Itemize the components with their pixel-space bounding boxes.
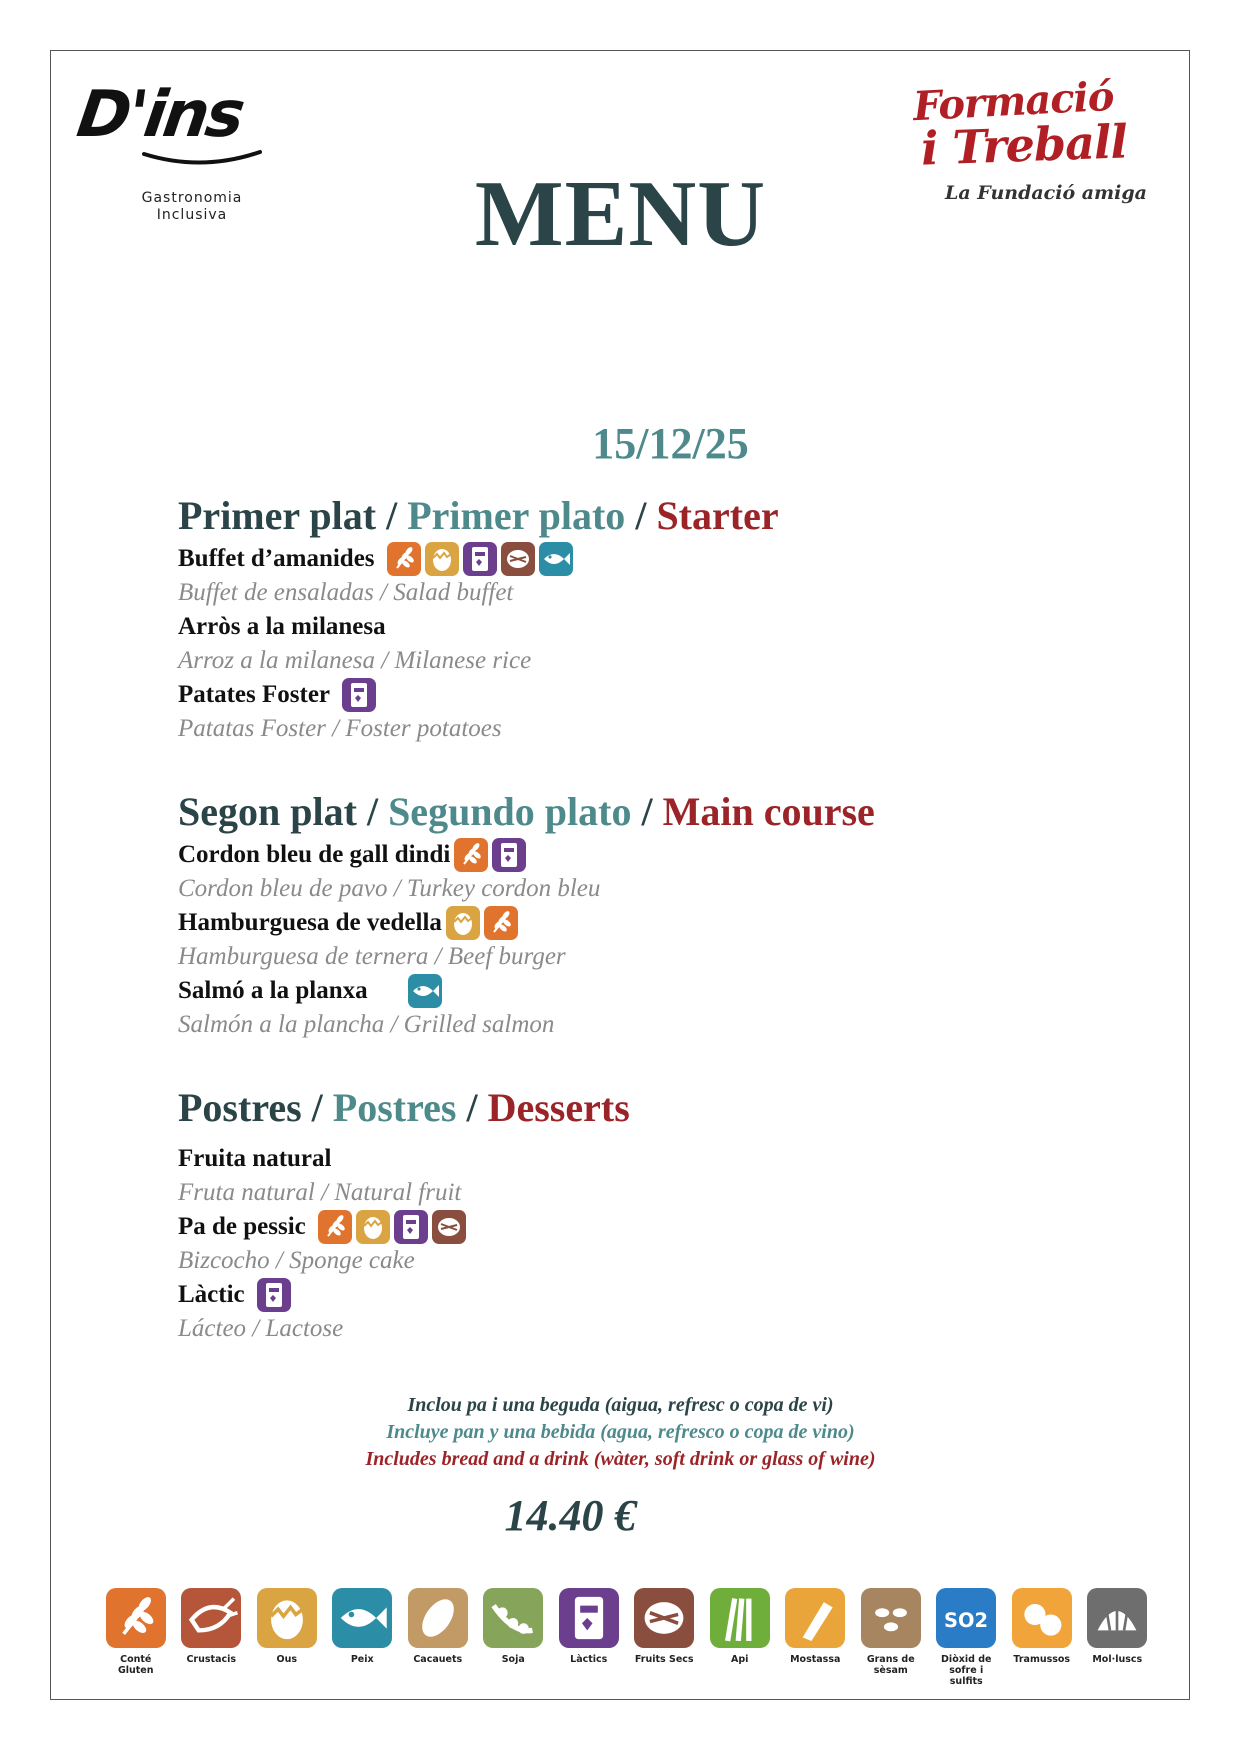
dish-name-text: Làctic: [178, 1281, 245, 1308]
dish-name-text: Fruita natural: [178, 1145, 332, 1172]
nuts-icon: [432, 1210, 466, 1244]
legend-label: Grans de sèsam: [866, 1654, 915, 1676]
logo-tagline: La Fundació amiga: [945, 182, 1147, 204]
molluscs-icon: [1087, 1588, 1147, 1648]
allergen-icons: [318, 1210, 466, 1244]
nuts-icon: [501, 542, 535, 576]
dish-name: [178, 906, 1078, 940]
legend-label: Tramussos: [1013, 1654, 1071, 1665]
dish-translation: Hamburguesa de ternera / Beef burger: [178, 943, 566, 970]
svg-text:SO2: SO2: [944, 1608, 989, 1632]
heading-es: Postres: [332, 1085, 457, 1130]
allergen-icons: [257, 1278, 291, 1312]
dairy-icon: [257, 1278, 291, 1312]
dish-translation: Arroz a la milanesa / Milanese rice: [178, 647, 532, 674]
dish-name-text: Cordon bleu de gall dindi: [178, 841, 451, 868]
dish-name-text: Salmó a la planxa: [178, 977, 368, 1004]
dairy-icon: [559, 1588, 619, 1648]
legend-label: Conté Gluten: [117, 1654, 154, 1676]
menu-section: [178, 1082, 1078, 1346]
dish-translation: Salmón a la plancha / Grilled salmon: [178, 1011, 555, 1038]
legend-label: Mol·luscs: [1092, 1654, 1143, 1665]
section-heading: [178, 1082, 1078, 1134]
legend-item: [174, 1588, 250, 1687]
dish-name: [178, 1210, 1078, 1244]
dairy-icon: [394, 1210, 428, 1244]
heading-ca: Primer plat: [178, 493, 377, 538]
legend-item: [929, 1588, 1005, 1687]
allergen-icons: [454, 838, 526, 872]
menu-date: 15/12/25: [592, 419, 749, 468]
legend-item: [400, 1588, 476, 1687]
menu-content: [178, 490, 1078, 1346]
heading-separator: /: [456, 1085, 488, 1130]
dairy-icon: [342, 678, 376, 712]
nuts-icon: [634, 1588, 694, 1648]
legend-item: [1004, 1588, 1080, 1687]
legend-item: [627, 1588, 703, 1687]
legend-item: [778, 1588, 854, 1687]
legend-label: Crustacis: [186, 1654, 237, 1665]
dish-name-text: Patates Foster: [178, 681, 331, 708]
dish-name-text: Pa de pessic: [178, 1213, 306, 1240]
soy-icon: [483, 1588, 543, 1648]
sesame-icon: [861, 1588, 921, 1648]
dish-name: [178, 1278, 1078, 1312]
heading-separator: /: [376, 493, 408, 538]
heading-ca: Postres: [178, 1085, 302, 1130]
dish-name: [178, 542, 1078, 576]
dish-name: [178, 838, 1078, 872]
fish-icon: [332, 1588, 392, 1648]
allergen-icons: [387, 542, 573, 576]
heading-separator: /: [631, 789, 663, 834]
dish-name: [178, 678, 1078, 712]
peanuts-icon: [408, 1588, 468, 1648]
dish-name-text: Hamburguesa de vedella: [178, 909, 442, 936]
heading-separator: /: [356, 789, 389, 834]
dish-translation: Patatas Foster / Foster potatoes: [178, 715, 502, 742]
includes-es: Incluye pan y una bebida (agua, refresco o copa de vino): [386, 1421, 855, 1443]
dish-translation: Fruta natural / Natural fruit: [178, 1179, 462, 1206]
dish-name: [178, 1142, 1078, 1176]
section-heading: [178, 490, 1078, 542]
gluten-icon: [106, 1588, 166, 1648]
heading-separator: /: [301, 1085, 333, 1130]
allergen-icons: [342, 678, 376, 712]
dish-name: [178, 610, 1078, 644]
legend-label: Diòxid de sofre i sulfits: [941, 1654, 992, 1687]
eggs-icon: [425, 542, 459, 576]
legend-label: Peix: [350, 1654, 374, 1665]
legend-item: [476, 1588, 552, 1687]
dairy-icon: [492, 838, 526, 872]
legend-label: Soja: [501, 1654, 525, 1665]
legend-label: Cacauets: [413, 1654, 463, 1665]
allergen-icons: [408, 974, 442, 1008]
dish-translation: Lácteo / Lactose: [178, 1315, 344, 1342]
heading-es: Primer plato: [407, 493, 626, 538]
eggs-icon: [257, 1588, 317, 1648]
dins-subtitle-line-2: Inclusiva: [156, 207, 228, 223]
gluten-icon: [484, 906, 518, 940]
legend-item: [551, 1588, 627, 1687]
logo-line-formacio: Formació: [911, 72, 1115, 131]
legend-item: [325, 1588, 401, 1687]
heading-en: Starter: [656, 493, 779, 538]
includes-note: [0, 1392, 1241, 1473]
dish-translation: Cordon bleu de pavo / Turkey cordon bleu: [178, 875, 601, 902]
legend-item: [1080, 1588, 1156, 1687]
celery-icon: [710, 1588, 770, 1648]
legend-item: [702, 1588, 778, 1687]
dish-translation: Buffet de ensaladas / Salad buffet: [178, 579, 514, 606]
legend-label: Mostassa: [790, 1654, 841, 1665]
gluten-icon: [387, 542, 421, 576]
lupin-icon: [1012, 1588, 1072, 1648]
eggs-icon: [446, 906, 480, 940]
crustaceans-icon: [181, 1588, 241, 1648]
sulphites-icon: [936, 1588, 996, 1648]
page-title: MENU: [474, 162, 767, 266]
dish-name-text: Buffet d’amanides: [178, 545, 375, 572]
menu-section: [178, 490, 1078, 746]
heading-separator: /: [625, 493, 657, 538]
dish-name-text: Arròs a la milanesa: [178, 613, 386, 640]
menu-price: 14.40 €: [504, 1491, 637, 1540]
includes-en: Includes bread and a drink (wàter, soft drink or glass of wine): [365, 1448, 876, 1470]
legend-item: [249, 1588, 325, 1687]
legend-label: Ous: [276, 1654, 297, 1665]
logo-line-treball: i Treball: [920, 114, 1128, 176]
legend-label: Làctics: [570, 1654, 608, 1665]
dins-logo-word: D'ins: [72, 78, 247, 152]
allergen-legend: [98, 1588, 1158, 1687]
heading-ca: Segon plat: [178, 789, 357, 834]
heading-es: Segundo plato: [388, 789, 632, 834]
menu-section: [178, 786, 1078, 1042]
heading-en: Main course: [662, 789, 875, 834]
fish-icon: [539, 542, 573, 576]
dins-subtitle-line-1: Gastronomia: [141, 190, 243, 206]
gluten-icon: [454, 838, 488, 872]
section-heading: [178, 786, 1078, 838]
dairy-icon: [463, 542, 497, 576]
includes-ca: Inclou pa i una beguda (aigua, refresc o copa de vi): [407, 1394, 834, 1416]
dish-name: [178, 974, 1078, 1008]
gluten-icon: [318, 1210, 352, 1244]
legend-item: [853, 1588, 929, 1687]
allergen-icons: [446, 906, 518, 940]
legend-label: Fruits Secs: [634, 1654, 694, 1665]
dish-translation: Bizcocho / Sponge cake: [178, 1247, 415, 1274]
legend-label: Api: [731, 1654, 749, 1665]
eggs-icon: [356, 1210, 390, 1244]
mustard-icon: [785, 1588, 845, 1648]
fish-icon: [408, 974, 442, 1008]
legend-item: [98, 1588, 174, 1687]
heading-en: Desserts: [487, 1085, 630, 1130]
